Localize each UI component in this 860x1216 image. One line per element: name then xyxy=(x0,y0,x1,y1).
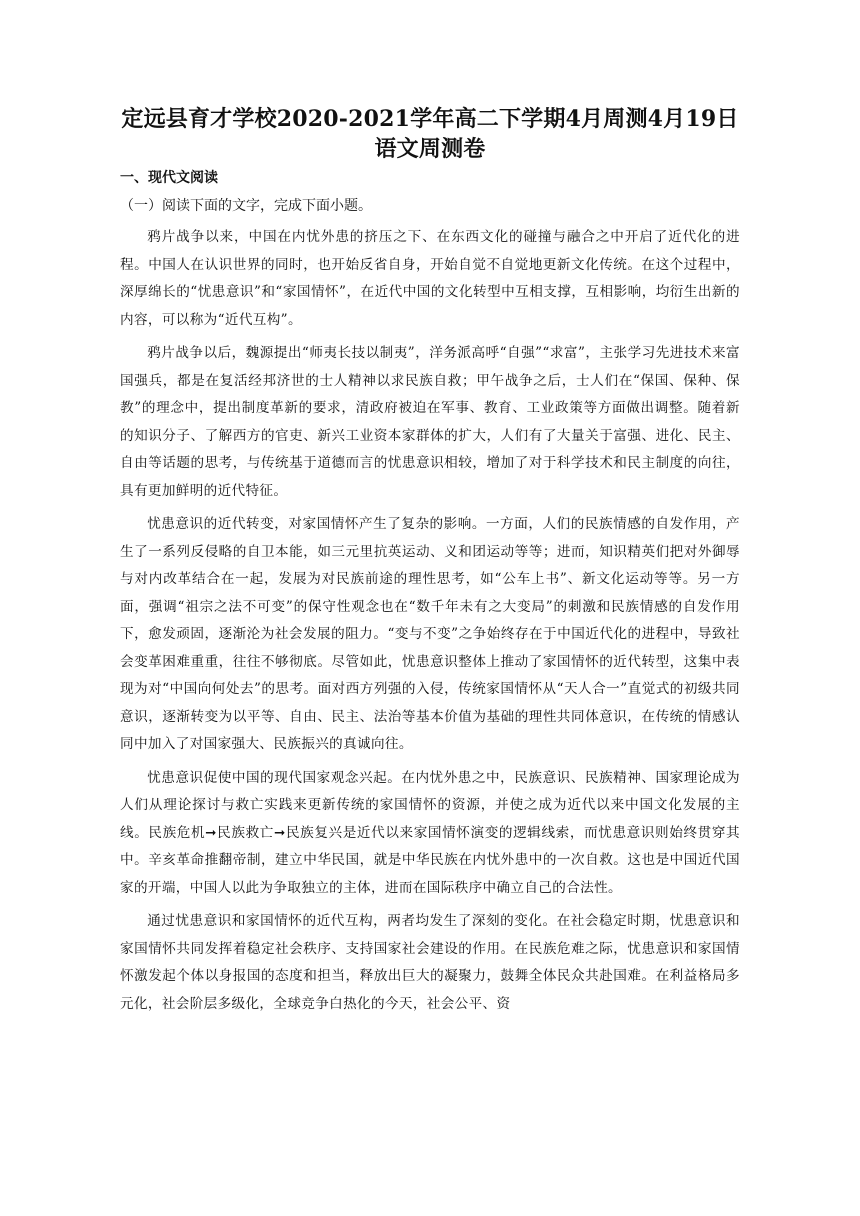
document-page xyxy=(120,104,740,1024)
title-line-1: 定远县育才学校2020-2021学年高二下学期4月周测4月19日 xyxy=(121,106,739,132)
paragraph-3: 忧患意识的近代转变，对家国情怀产生了复杂的影响。一方面，人们的民族情感的自发作用，产生了一系列反侵略的自卫本能，如三元里抗英运动、义和团运动等等；进而，知识精英们把对外御辱与对内改革结合在一起，发展为对民族前途的理性思考，如“公车上书”、新文化运动等等。另一方面，强调“祖宗之法不可变”的保守性观念也在“数千年未有之大变局”的刺激和民族情感的自发作用下，愈发顽固，逐渐沦为社会发展的阻力。“变与不变”之争始终存在于中国近代化的进程中，导致社会变革困难重重，往往不够彻底。尽管如此，忧患意识整体上推动了家国情怀的近代转型，这集中表现为对“中国向何处去”的思考。面对西方列强的入侵，传统家国情怀从“天人合一”直觉式的初级共同意识，逐渐转变为以平等、自由、民主、法治等基本价值为基础的理性共同体意识，在传统的情感认同中加入了对国家强大、民族振兴的真诚向往。 xyxy=(120,516,740,752)
paragraph-4: 忧患意识促使中国的现代国家观念兴起。在内忧外患之中，民族意识、民族精神、国家理论成为人们从理论探讨与救亡实践来更新传统的家国情怀的资源，并使之成为近代以来中国文化发展的主线。民族危机➞民族救亡➞民族复兴是近代以来家国情怀演变的逻辑线索，而忧患意识则始终贯穿其中。辛亥革命推翻帝制，建立中华民国，就是中华民族在内忧外患中的一次自救。这也是中国近代国家的开端，中国人以此为争取独立的主体，进而在国际秩序中确立自己的合法性。 xyxy=(120,769,740,896)
section-heading-modern-reading: 一、现代文阅读 xyxy=(120,170,218,186)
paragraph-2: 鸦片战争以后，魏源提出“师夷长技以制夷”，洋务派高呼“自强”“求富”，主张学习先进技术来富国强兵，都是在复活经邦济世的士人精神以求民族自救；甲午战争之后，士人们在“保国、保种、保教”的理念中，提出制度革新的要求，清政府被迫在军事、教育、工业政策等方面做出调整。随着新的知识分子、了解西方的官吏、新兴工业资本家群体的扩大，人们有了大量关于富强、进化、民主、自由等话题的思考，与传统基于道德而言的忧患意识相较，增加了对于科学技术和民主制度的向往，具有更加鲜明的近代特征。 xyxy=(120,345,740,499)
paragraph-5: 通过忧患意识和家国情怀的近代互构，两者均发生了深刻的变化。在社会稳定时期，忧患意识和家国情怀共同发挥着稳定社会秩序、支持国家社会建设的作用。在民族危难之际，忧患意识和家国情怀激发起个体以身报国的态度和担当，释放出巨大的凝聚力，鼓舞全体民众共赴国难。在利益格局多元化，社会阶层多级化，全球竞争白热化的今天，社会公平、资 xyxy=(120,913,740,1012)
title-line-2: 语文周测卷 xyxy=(374,136,486,162)
reading-instruction: （一）阅读下面的文字，完成下面小题。 xyxy=(120,198,372,214)
document-title xyxy=(120,104,740,164)
paragraph-1: 鸦片战争以来，中国在内忧外患的挤压之下、在东西文化的碰撞与融合之中开启了近代化的进程。中国人在认识世界的同时，也开始反省自身，开始自觉不自觉地更新文化传统。在这个过程中，深厚绵长的“忧患意识”和“家国情怀”，在近代中国的文化转型中互相支撑，互相影响，均衍生出新的内容，可以称为“近代互构”。 xyxy=(120,229,740,328)
